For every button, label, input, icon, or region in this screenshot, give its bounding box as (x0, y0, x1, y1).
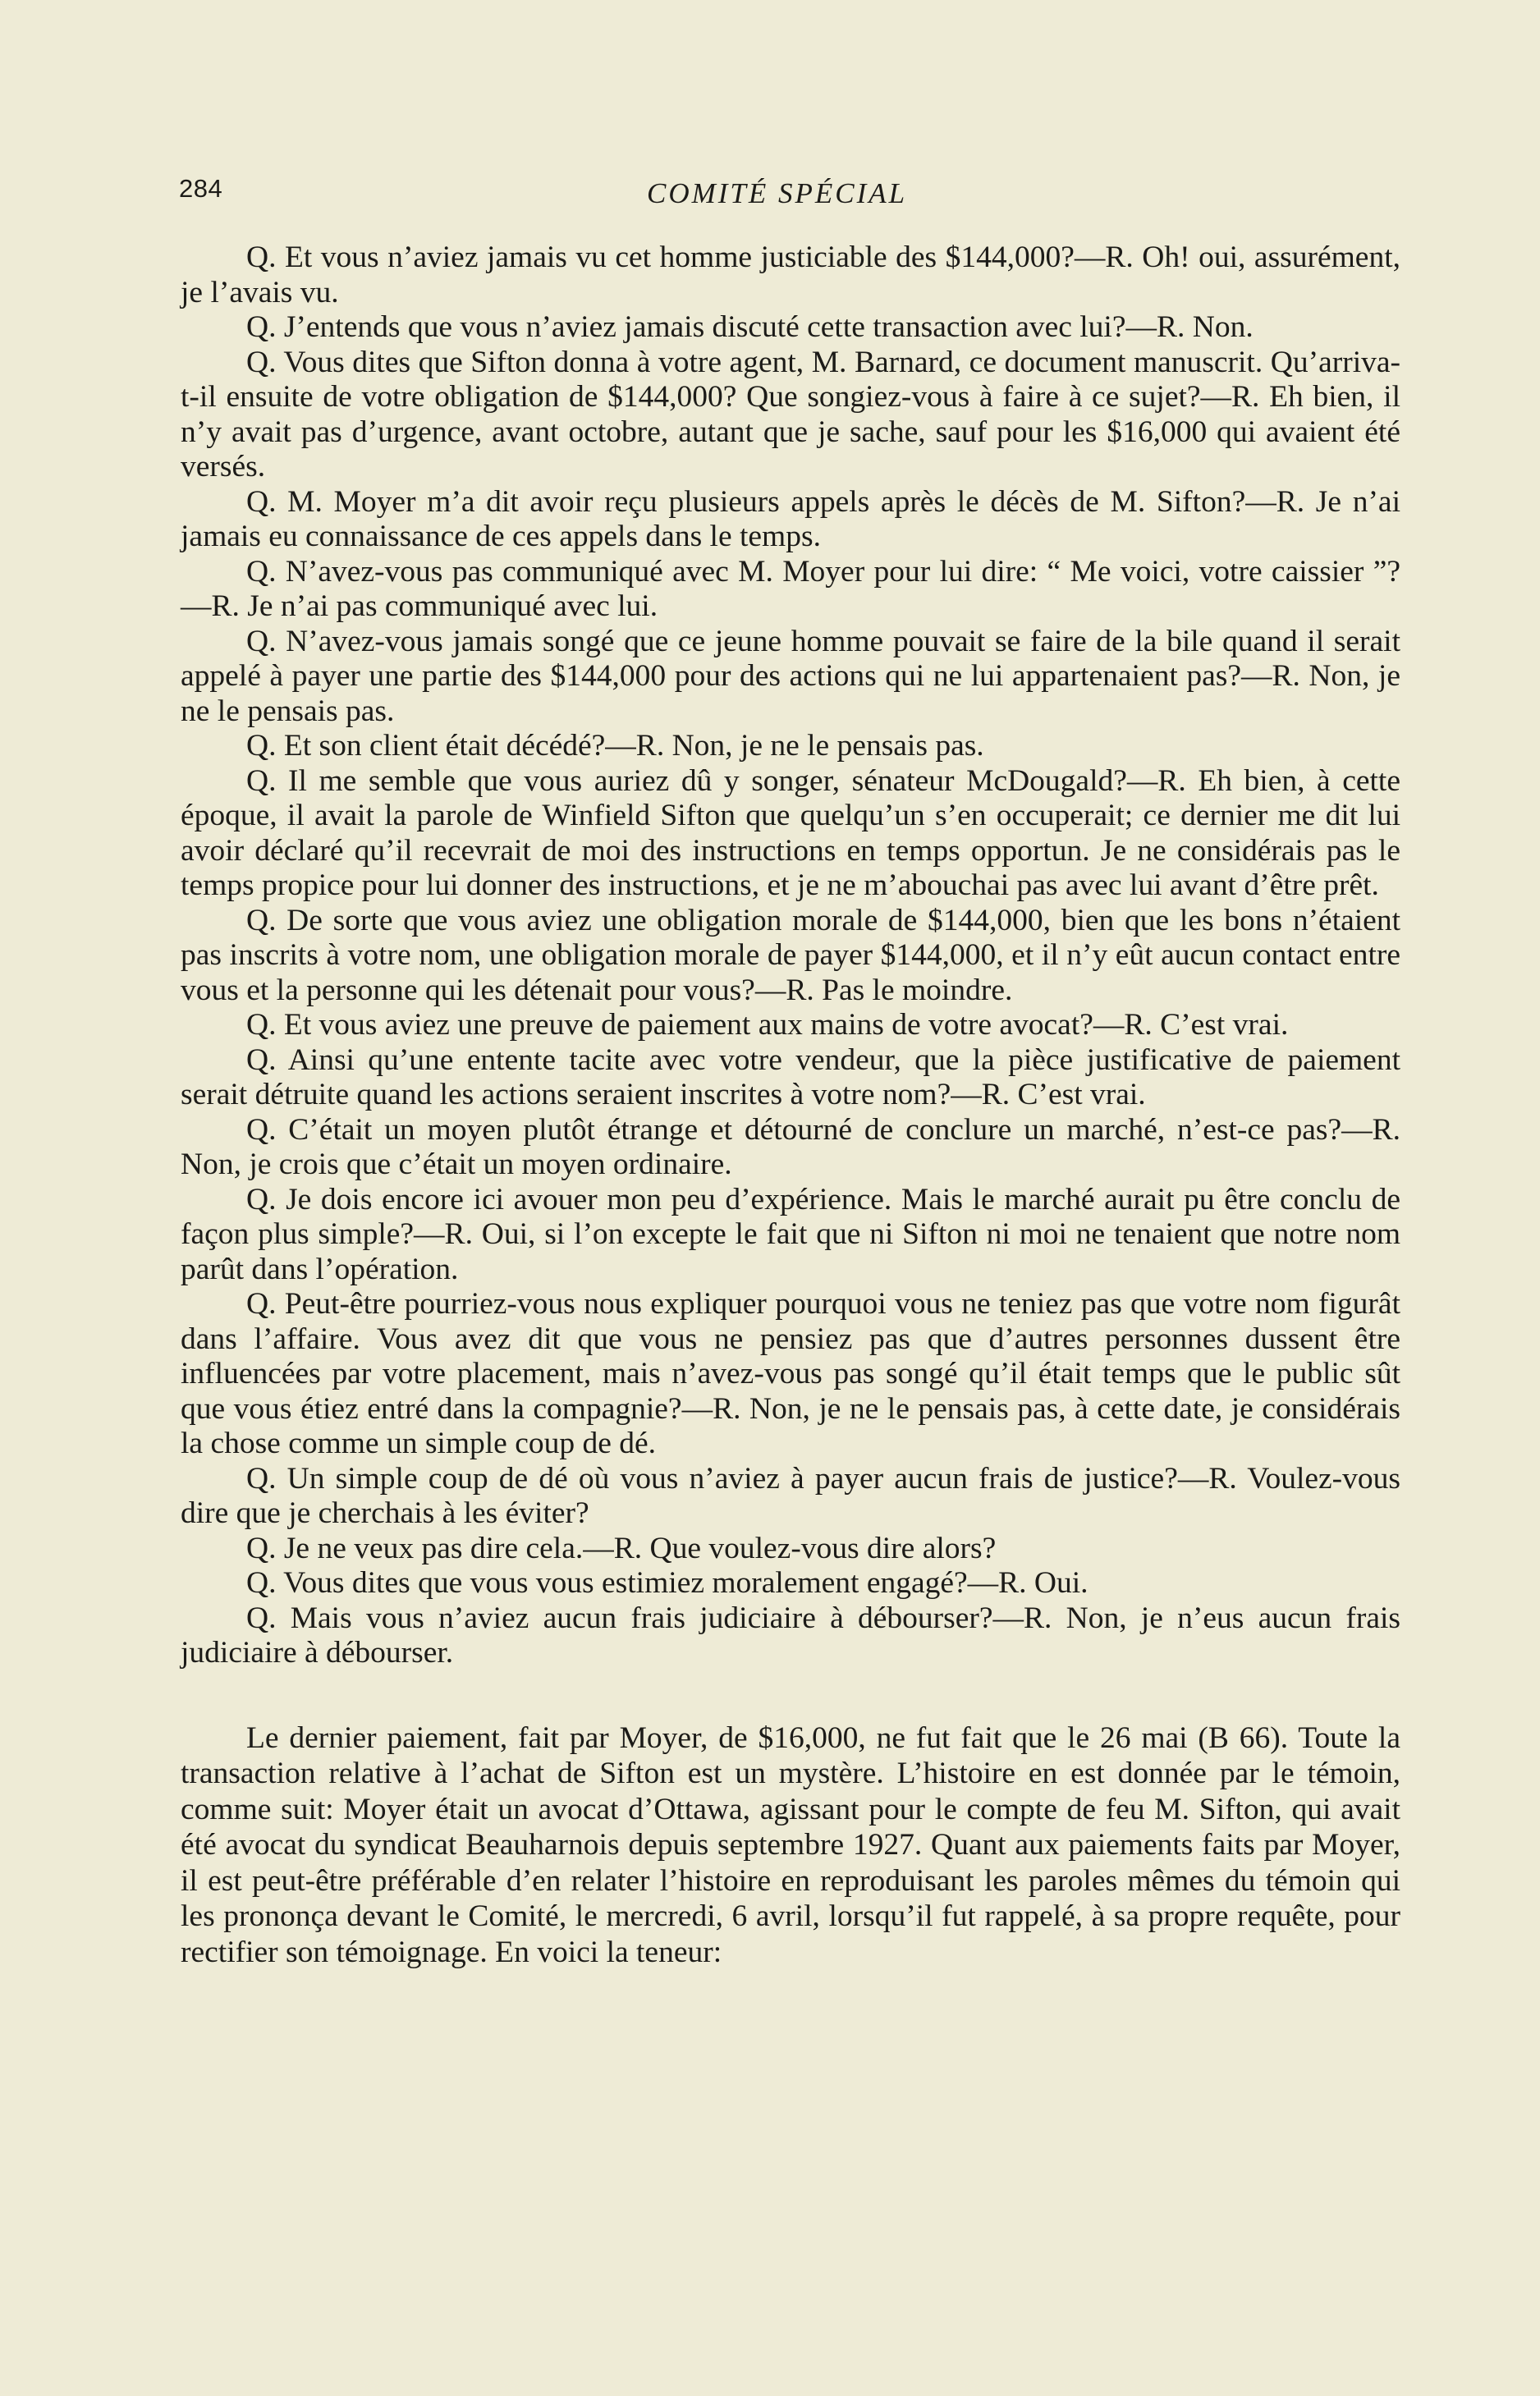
qa-paragraph: Q. Ainsi qu’une entente tacite avec votre vendeur, que la pièce justificative de paiement serait détruite quand les actions seraient inscrites à votre nom?—R. C’est vrai. (181, 1042, 1400, 1111)
qa-paragraph: Q. M. Moyer m’a dit avoir reçu plusieurs appels après le décès de M. Sifton?—R. Je n’ai jamais eu connaissance de ces appels dans le temps. (181, 484, 1400, 553)
page-header (179, 174, 1402, 220)
body-text (181, 241, 1400, 1970)
qa-paragraph: Q. Et son client était décédé?—R. Non, je ne le pensais pas. (246, 729, 984, 763)
qa-paragraph: Q. De sorte que vous aviez une obligation morale de $144,000, bien que les bons n’étaient pas inscrits à votre nom, une obligation morale de payer $144,000, et il n’y eût aucun contact entre vous et la personne qui les détenait pour vous?—R. Pas le moindre. (181, 903, 1400, 1007)
qa-paragraph: Q. N’avez-vous pas communiqué avec M. Moyer pour lui dire: “ Me voici, votre caissier ”?—R. Je n’ai pas communiqué avec lui. (181, 554, 1400, 623)
narrative-paragraph: Le dernier paiement, fait par Moyer, de $16,000, ne fut fait que le 26 mai (B 66). Toute la transaction relative à l’achat de Sifton est un mystère. L’histoire en est donnée par le témoin, comme suit: Moyer était un avocat d’Ottawa, agissant pour le compte de feu M. Sifton, qui avait été avocat du syndicat Beauharnois depuis septembre 1927. Quant aux paiements faits par Moyer, il est peut-être préférable d’en relater l’histoire en reproduisant les paroles mêmes du témoin qui les prononça devant le Comité, le mercredi, 6 avril, lorsqu’il fut rappelé, à sa propre requête, pour rectifier son témoignage. En voici la teneur: (181, 1720, 1400, 1969)
qa-paragraph: Q. Un simple coup de dé où vous n’aviez à payer aucun frais de justice?—R. Voulez-vous dire que je cherchais à les éviter? (181, 1461, 1400, 1530)
running-title: COMITÉ SPÉCIAL (647, 177, 908, 209)
qa-paragraph: Q. N’avez-vous jamais songé que ce jeune homme pouvait se faire de la bile quand il serait appelé à payer une partie des $144,000 pour des actions qui ne lui appartenaient pas?—R. Non, je ne le pensais pas. (181, 624, 1400, 728)
page-number: 284 (179, 174, 223, 203)
qa-paragraph: Q. Et vous aviez une preuve de paiement aux mains de votre avocat?—R. C’est vrai. (246, 1008, 1289, 1042)
qa-paragraph: Q. Il me semble que vous auriez dû y songer, sénateur McDougald?—R. Eh bien, à cette époque, il avait la parole de Winfield Sifton que quelqu’un s’en occuperait; ce dernier me dit lui avoir déclaré qu’il recevrait de moi des instructions en temps opportun. Je ne considérais pas le temps propice pour lui donner des instructions, et je ne m’abouchai pas avec lui avant d’être prêt. (181, 763, 1400, 902)
qa-paragraph: Q. Je dois encore ici avouer mon peu d’expérience. Mais le marché aurait pu être conclu de façon plus simple?—R. Oui, si l’on excepte le fait que ni Sifton ni moi ne tenaient que notre nom parût dans l’opération. (181, 1182, 1400, 1286)
qa-paragraph: Q. Je ne veux pas dire cela.—R. Que voulez-vous dire alors? (246, 1531, 997, 1565)
qa-paragraph: Q. Et vous n’aviez jamais vu cet homme justiciable des $144,000?—R. Oh! oui, assurément, je l’avais vu. (181, 241, 1400, 309)
qa-paragraph: Q. C’était un moyen plutôt étrange et détourné de conclure un marché, n’est-ce pas?—R. Non, je crois que c’était un moyen ordinaire. (181, 1112, 1400, 1181)
qa-paragraph: Q. J’entends que vous n’aviez jamais discuté cette transaction avec lui?—R. Non. (246, 310, 1254, 344)
qa-paragraph: Q. Mais vous n’aviez aucun frais judiciaire à débourser?—R. Non, je n’eus aucun frais judiciaire à débourser. (181, 1601, 1400, 1670)
qa-paragraph: Q. Vous dites que Sifton donna à votre agent, M. Barnard, ce document manuscrit. Qu’arriva-t-il ensuite de votre obligation de $144,000? Que songiez-vous à faire à ce sujet?—R. Eh bien, il n’y avait pas d’urgence, avant octobre, autant que je sache, sauf pour les $16,000 qui avaient été versés. (181, 345, 1400, 483)
qa-paragraph: Q. Peut-être pourriez-vous nous expliquer pourquoi vous ne teniez pas que votre nom figurât dans l’affaire. Vous avez dit que vous ne pensiez pas que d’autres personnes dussent être influencées par votre placement, mais n’avez-vous pas songé qu’il était temps que le public sût que vous étiez entré dans la compagnie?—R. Non, je ne le pensais pas, à cette date, je considérais la chose comme un simple coup de dé. (181, 1287, 1400, 1460)
qa-paragraph: Q. Vous dites que vous vous estimiez moralement engagé?—R. Oui. (246, 1566, 1089, 1600)
